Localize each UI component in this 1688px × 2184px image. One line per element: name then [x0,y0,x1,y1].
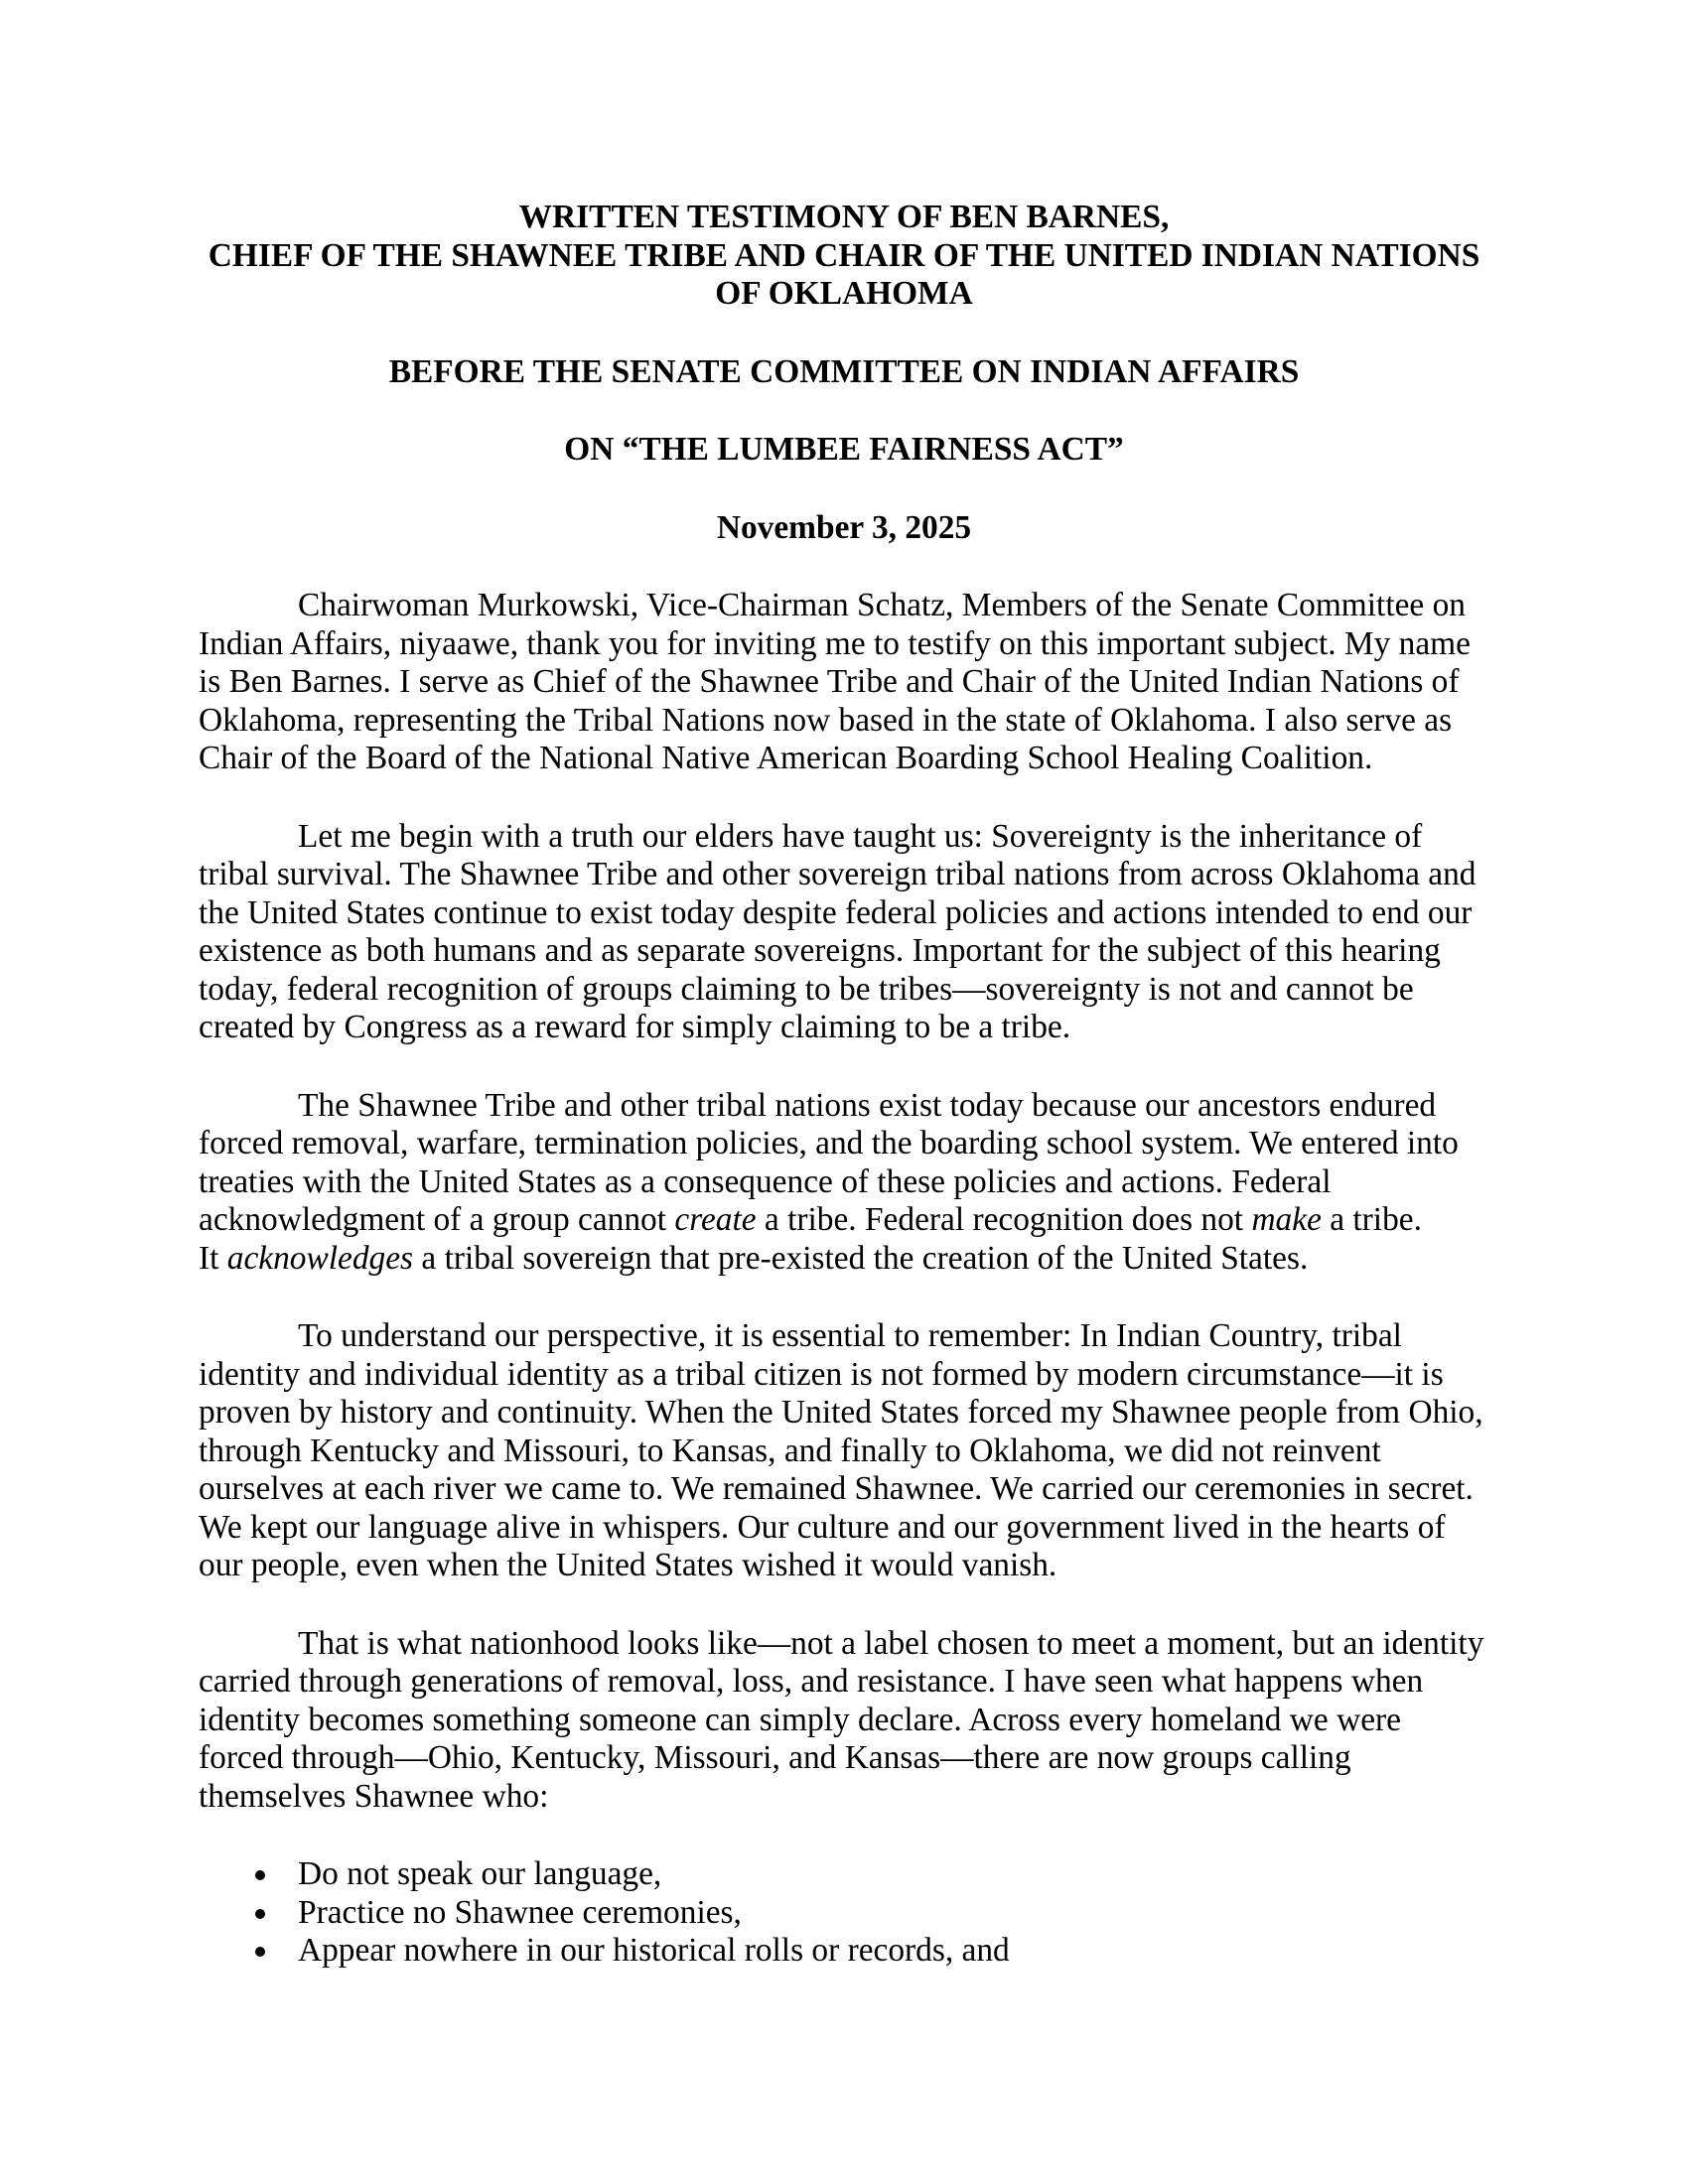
paragraph [199,1317,1489,1585]
text-line [199,1739,1489,1778]
paragraph [199,1087,1489,1279]
bullet-item [199,1855,1489,1894]
text-segment: To understand our perspective, it is essential to remember: In Indian Country, tribal [298,1317,1402,1354]
emphasized-text: make [1251,1201,1322,1238]
paragraph [199,818,1489,1047]
text-segment: acknowledgment of a group cannot [199,1201,675,1238]
text-segment: treaties with the United States as a consequence of these policies and actions. Federal [199,1162,1332,1200]
text-line [199,1317,1489,1356]
bullet-item [199,1932,1489,1971]
text-segment: through Kentucky and Missouri, to Kansas, and finally to Oklahoma, we did not reinvent [199,1432,1381,1469]
body-paragraphs [199,587,1489,1816]
text-segment: Indian Affairs, niyaawe, thank you for inviting me to testify on this important subject. My name [199,624,1471,662]
text-segment: is Ben Barnes. I serve as Chief of the Shawnee Tribe and Chair of the United Indian Nations of [199,663,1460,700]
bullet-icon [255,1947,265,1957]
text-line [199,1201,1489,1240]
text-line [199,663,1489,702]
text-segment: tribal survival. The Shawnee Tribe and other sovereign tribal nations from across Oklahoma and [199,856,1477,892]
text-segment: identity and individual identity as a tribal citizen is not formed by modern circumstance—it is [199,1355,1444,1393]
text-line [199,1394,1489,1433]
text-segment: forced through—Ohio, Kentucky, Missouri, and Kansas—there are now groups calling [199,1739,1351,1776]
subject-line: ON “THE LUMBEE FAIRNESS ACT” [564,431,1124,468]
text-line [199,1009,1489,1047]
text-line [199,1087,1489,1126]
text-line [199,1702,1489,1740]
bullet-icon [255,1909,265,1919]
text-line [199,1433,1489,1471]
text-line [199,1547,1489,1585]
text-segment: identity becomes something someone can simply declare. Across every homeland we were [199,1701,1401,1738]
title-line-1: WRITTEN TESTIMONY OF BEN BARNES, [518,199,1170,235]
text-line [199,625,1489,664]
text-segment: Let me begin with a truth our elders have taught us: Sovereignty is the inheritance of [298,817,1423,855]
title-line-3: OF OKLAHOMA [715,275,973,312]
emphasized-text: create [674,1201,757,1238]
text-line [199,1625,1489,1664]
committee-line: BEFORE THE SENATE COMMITTEE ON INDIAN AFFAIRS [388,352,1300,390]
text-segment: That is what nationhood looks like—not a label chosen to meet a moment, but an identity [298,1624,1484,1662]
text-line [199,702,1489,741]
text-line [199,1163,1489,1202]
text-line [199,1470,1489,1509]
text-line [199,1125,1489,1163]
text-line [199,818,1489,857]
text-segment: It [199,1239,227,1277]
title-block [199,199,1489,314]
text-segment: The Shawnee Tribe and other tribal nations exist today because our ancestors endured [298,1086,1437,1124]
text-segment: today, federal recognition of groups claiming to be tribes—sovereignty is not and cannot be [199,970,1414,1008]
emphasized-text: acknowledges [226,1239,414,1277]
text-segment: a tribe. Federal recognition does not [756,1201,1252,1238]
text-segment: existence as both humans and as separate sovereigns. Important for the subject of this hearing [199,932,1441,969]
text-line [199,1663,1489,1702]
text-line [199,1356,1489,1395]
text-line [199,894,1489,933]
bullet-list [199,1855,1489,1971]
text-segment: ourselves at each river we came to. We remained Shawnee. We carried our ceremonies in secret. [199,1470,1474,1507]
bullet-text: Do not speak our language, [298,1855,662,1892]
text-segment: Chair of the Board of the National Native American Boarding School Healing Coalition. [199,740,1373,776]
text-segment: Chairwoman Murkowski, Vice-Chairman Schatz, Members of the Senate Committee on [298,587,1466,623]
text-segment: a tribal sovereign that pre-existed the creation of the United States. [413,1239,1309,1277]
text-segment: the United States continue to exist today despite federal policies and actions intended to end our [199,893,1473,931]
text-segment: proven by history and continuity. When the United States forced my Shawnee people from Ohio, [199,1394,1483,1431]
text-segment: our people, even when the United States wished it would vanish. [199,1547,1057,1583]
date-line: November 3, 2025 [716,508,972,546]
text-segment: created by Congress as a reward for simply claiming to be a tribe. [199,1009,1071,1045]
text-line [199,587,1489,625]
text-segment: themselves Shawnee who: [199,1777,549,1815]
text-segment: forced removal, warfare, termination policies, and the boarding school system. We entered into [199,1125,1459,1161]
text-line [199,1778,1489,1817]
bullet-text: Practice no Shawnee ceremonies, [298,1893,742,1931]
text-segment: Oklahoma, representing the Tribal Nations now based in the state of Oklahoma. I also serve as [199,701,1453,739]
bullet-icon [255,1870,265,1880]
text-line [199,932,1489,971]
paragraph [199,1625,1489,1817]
title-line-2: CHIEF OF THE SHAWNEE TRIBE AND CHAIR OF THE UNITED INDIAN NATIONS [208,236,1480,274]
text-segment: carried through generations of removal, loss, and resistance. I have seen what happens when [199,1663,1424,1700]
bullet-item [199,1894,1489,1933]
paragraph [199,587,1489,778]
text-line [199,856,1489,894]
text-line [199,971,1489,1010]
text-segment: a tribe. [1321,1201,1422,1238]
text-line [199,1240,1489,1279]
bullet-text: Appear nowhere in our historical rolls or records, and [298,1932,1010,1969]
text-line [199,1509,1489,1548]
text-line [199,740,1489,778]
text-segment: We kept our language alive in whispers. Our culture and our government lived in the hearts of [199,1508,1446,1546]
